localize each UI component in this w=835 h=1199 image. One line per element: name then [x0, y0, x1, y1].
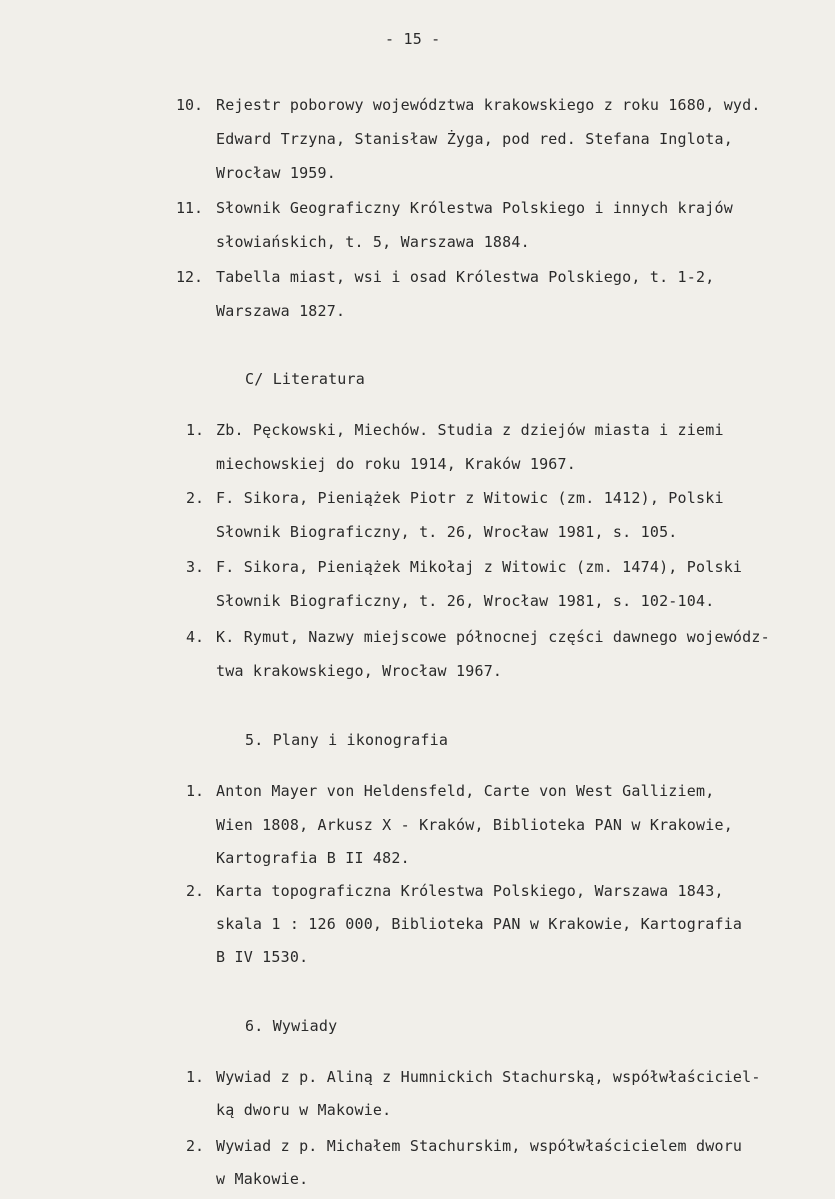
list-item-number: 10.	[176, 96, 204, 114]
list-item-number: 12.	[176, 268, 204, 286]
list-item-number: 2.	[186, 882, 205, 900]
list-item-number: 4.	[186, 628, 205, 646]
list-item-line: Kartografia B II 482.	[216, 849, 410, 867]
list-item-line: Wywiad z p. Michałem Stachurskim, współwłaścicielem dworu	[216, 1137, 743, 1155]
list-item-line: Zb. Pęckowski, Miechów. Studia z dziejów miasta i ziemi	[216, 421, 724, 439]
list-item-line: K. Rymut, Nazwy miejscowe północnej części dawnego wojewódz-	[216, 628, 770, 646]
page-number: - 15 -	[385, 30, 441, 48]
list-item-number: 1.	[186, 782, 205, 800]
list-item-line: Karta topograficzna Królestwa Polskiego, Warszawa 1843,	[216, 882, 724, 900]
list-item-number: 11.	[176, 199, 204, 217]
list-item-line: Anton Mayer von Heldensfeld, Carte von West Galliziem,	[216, 782, 715, 800]
list-item-line: Słownik Geograficzny Królestwa Polskiego i innych krajów	[216, 199, 733, 217]
list-item-line: Słownik Biograficzny, t. 26, Wrocław 1981, s. 102-104.	[216, 592, 715, 610]
list-item-line: Tabella miast, wsi i osad Królestwa Polskiego, t. 1-2,	[216, 268, 715, 286]
list-item-number: 1.	[186, 1068, 205, 1086]
list-item-line: twa krakowskiego, Wrocław 1967.	[216, 662, 503, 680]
list-item-number: 2.	[186, 489, 205, 507]
list-item-number: 1.	[186, 421, 205, 439]
list-item-line: Wywiad z p. Aliną z Humnickich Stachurską, współwłaściciel-	[216, 1068, 761, 1086]
list-item-line: F. Sikora, Pieniążek Piotr z Witowic (zm. 1412), Polski	[216, 489, 724, 507]
section-heading-plany: 5. Plany i ikonografia	[245, 731, 449, 749]
list-item-line: Wrocław 1959.	[216, 164, 336, 182]
list-item-line: słowiańskich, t. 5, Warszawa 1884.	[216, 233, 530, 251]
list-item-line: B IV 1530.	[216, 948, 309, 966]
list-item-line: Warszawa 1827.	[216, 302, 346, 320]
section-heading-wywiady: 6. Wywiady	[245, 1017, 338, 1035]
list-item-line: Rejestr poborowy województwa krakowskiego z roku 1680, wyd.	[216, 96, 761, 114]
list-item-line: Edward Trzyna, Stanisław Żyga, pod red. Stefana Inglota,	[216, 130, 733, 148]
list-item-line: skala 1 : 126 000, Biblioteka PAN w Krakowie, Kartografia	[216, 915, 743, 933]
list-item-line: miechowskiej do roku 1914, Kraków 1967.	[216, 455, 576, 473]
list-item-line: w Makowie.	[216, 1170, 309, 1188]
list-item-number: 3.	[186, 558, 205, 576]
list-item-number: 2.	[186, 1137, 205, 1155]
section-heading-literatura: C/ Literatura	[245, 370, 365, 388]
list-item-line: ką dworu w Makowie.	[216, 1101, 392, 1119]
list-item-line: Wien 1808, Arkusz X - Kraków, Biblioteka PAN w Krakowie,	[216, 816, 733, 834]
list-item-line: F. Sikora, Pieniążek Mikołaj z Witowic (zm. 1474), Polski	[216, 558, 743, 576]
list-item-line: Słownik Biograficzny, t. 26, Wrocław 1981, s. 105.	[216, 523, 678, 541]
